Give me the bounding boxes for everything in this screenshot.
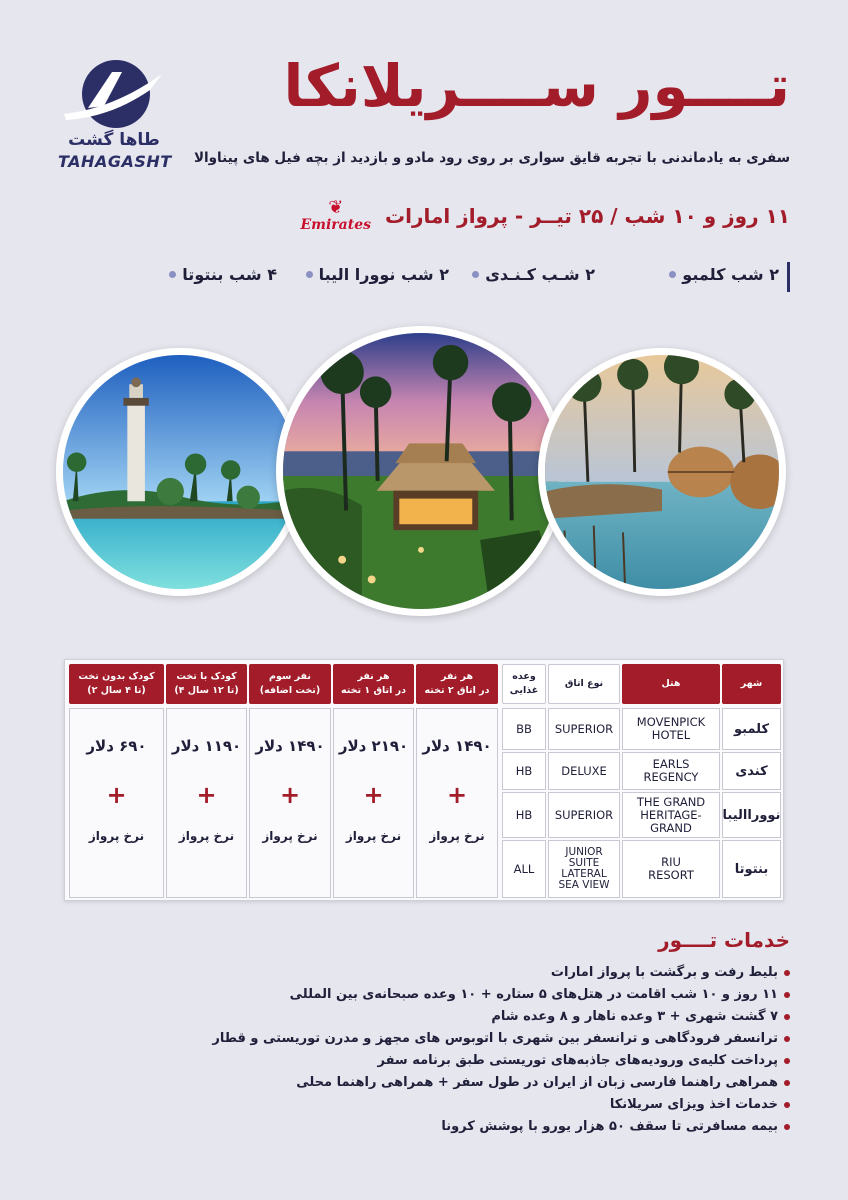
header-double-room: هر نفر در اتاق ۲ تخته — [416, 664, 498, 704]
bullet-dot-icon — [169, 271, 176, 278]
flight-fare-label: نرخ پرواز — [262, 829, 318, 843]
bullet-dot-icon — [784, 970, 790, 976]
city-cell: کندی — [722, 752, 781, 790]
bullet-dot-icon — [784, 1058, 790, 1064]
flight-fare-label: نرخ پرواز — [345, 829, 402, 843]
brand-name-en: TAHAGASHT — [58, 152, 172, 171]
list-item: همراهی راهنما فارسی زبان از ایران در طول سفر + همراهی راهنما محلی — [110, 1072, 790, 1094]
list-item: ۷ گشت شهری + ۳ وعده ناهار و ۸ وعده شام — [110, 1006, 790, 1028]
stay-label: ۲ شب نوورا الیبا — [318, 265, 449, 284]
price-child-nobed-column — [69, 708, 164, 898]
flight-fare-label: نرخ پرواز — [429, 829, 485, 843]
price-child-with-bed: ۱۱۹۰ دلار — [171, 737, 242, 755]
meal-cell: BB — [502, 708, 546, 750]
plus-icon: + — [106, 781, 127, 809]
plus-icon: + — [196, 781, 217, 809]
flight-text: ۱۱ روز و ۱۰ شب / ۲۵ تیــر - پرواز امارات — [385, 204, 790, 228]
room-type-cell: SUPERIOR — [548, 792, 620, 838]
header-hotel: هتل — [622, 664, 720, 704]
list-item: خدمات اخذ ویزای سریلانکا — [110, 1094, 790, 1116]
list-item: بیمه مسافرتی تا سقف ۵۰ هزار یورو با پوشش کرونا — [110, 1116, 790, 1138]
price-double-column — [416, 708, 498, 898]
stay-label: ۴ شب بنتوتا — [182, 265, 277, 284]
hotel-cell: THE GRAND HERITAGE- GRAND — [622, 792, 720, 838]
bullet-dot-icon — [784, 1102, 790, 1108]
price-table — [64, 659, 784, 901]
header-meal: وعده غذایی — [502, 664, 546, 704]
bullet-dot-icon — [784, 1036, 790, 1042]
header-single-room: هر نفر در اتاق ۱ تخته — [333, 664, 414, 704]
flight-fare-label: نرخ پرواز — [178, 829, 235, 843]
services-list — [110, 962, 790, 1138]
room-type-cell: SUPERIOR — [548, 708, 620, 750]
emirates-calligraphy-icon: ❦ — [328, 197, 344, 218]
bullet-dot-icon — [669, 271, 676, 278]
price-single: ۲۱۹۰ دلار — [338, 737, 409, 755]
price-child-no-bed: ۶۹۰ دلار — [86, 737, 147, 755]
header-third-person: نفر سوم (تخت اضافه) — [249, 664, 331, 704]
list-item: بلیط رفت و برگشت با پرواز امارات — [110, 962, 790, 984]
list-item: ۱۱ روز و ۱۰ شب اقامت در هتل‌های ۵ ستاره + ۱۰ وعده صبحانه‌ی بین المللی — [110, 984, 790, 1006]
services-title: خدمات تــــور — [658, 928, 790, 952]
list-item: ترانسفر فرودگاهی و ترانسفر بین شهری با اتوبوس های مجهز و مدرن توریستی و قطار — [110, 1028, 790, 1050]
stays-row — [150, 262, 790, 292]
header-child-with-bed: کودک با تخت (۴ تا ۱۲ سال) — [166, 664, 247, 704]
price-child-bed-column — [166, 708, 247, 898]
lighthouse-photo — [56, 348, 304, 596]
brand-name-fa: طاها گشت — [68, 130, 160, 150]
header-child-no-bed: کودک بدون تخت (۲ تا ۴ سال) — [69, 664, 164, 704]
pool-villa-photo — [538, 348, 786, 596]
hotel-cell: RIU RESORT — [622, 840, 720, 898]
flight-info — [300, 196, 790, 236]
flight-fare-label: نرخ پرواز — [88, 829, 145, 843]
stay-item — [472, 265, 595, 284]
stay-item — [669, 265, 779, 284]
tour-subtitle: سفری به یادماندنی با تجربه قایق سواری بر روی رود مادو و بازدید از بچه فیل های پیناوالا — [193, 150, 790, 166]
price-third-person: ۱۴۹۰ دلار — [255, 737, 325, 755]
room-type-cell: JUNIOR SUITE LATERAL SEA VIEW — [548, 840, 620, 898]
city-cell: بنتوتا — [722, 840, 781, 898]
plane-logo-icon — [58, 58, 170, 130]
bullet-dot-icon — [306, 271, 313, 278]
stay-item — [306, 265, 449, 284]
header-room-type: نوع اتاق — [548, 664, 620, 704]
meal-cell: ALL — [502, 840, 546, 898]
page-title: تــــور ســــریلانکا — [283, 52, 790, 120]
header-city: شهر — [722, 664, 781, 704]
city-cell: نووراالیبا — [722, 792, 781, 838]
plus-icon: + — [446, 781, 468, 809]
price-double: ۱۴۹۰ دلار — [422, 737, 492, 755]
emirates-logo — [300, 199, 371, 233]
bullet-dot-icon — [784, 992, 790, 998]
price-single-column — [333, 708, 414, 898]
price-third-column — [249, 708, 331, 898]
plus-icon: + — [279, 781, 301, 809]
brand-logo — [58, 58, 170, 176]
stay-label: ۲ شب کلمبو — [682, 265, 779, 284]
meal-cell: HB — [502, 752, 546, 790]
stay-label: ۲ شـب کـنـدی — [485, 265, 595, 284]
city-cell: کلمبو — [722, 708, 781, 750]
plus-icon: + — [363, 781, 384, 809]
airline-name: Emirates — [300, 217, 371, 233]
list-item: پرداخت کلیه‌ی ورودیه‌های جاذبه‌های توریستی طبق برنامه سفر — [110, 1050, 790, 1072]
bullet-dot-icon — [784, 1014, 790, 1020]
stay-item — [169, 265, 277, 284]
bullet-dot-icon — [472, 271, 479, 278]
meal-cell: HB — [502, 792, 546, 838]
resort-gazebo-photo — [276, 326, 566, 616]
hotel-cell: MOVENPICK HOTEL — [622, 708, 720, 750]
room-type-cell: DELUXE — [548, 752, 620, 790]
bullet-dot-icon — [784, 1080, 790, 1086]
bullet-dot-icon — [784, 1124, 790, 1130]
hotel-cell: EARLS REGENCY — [622, 752, 720, 790]
